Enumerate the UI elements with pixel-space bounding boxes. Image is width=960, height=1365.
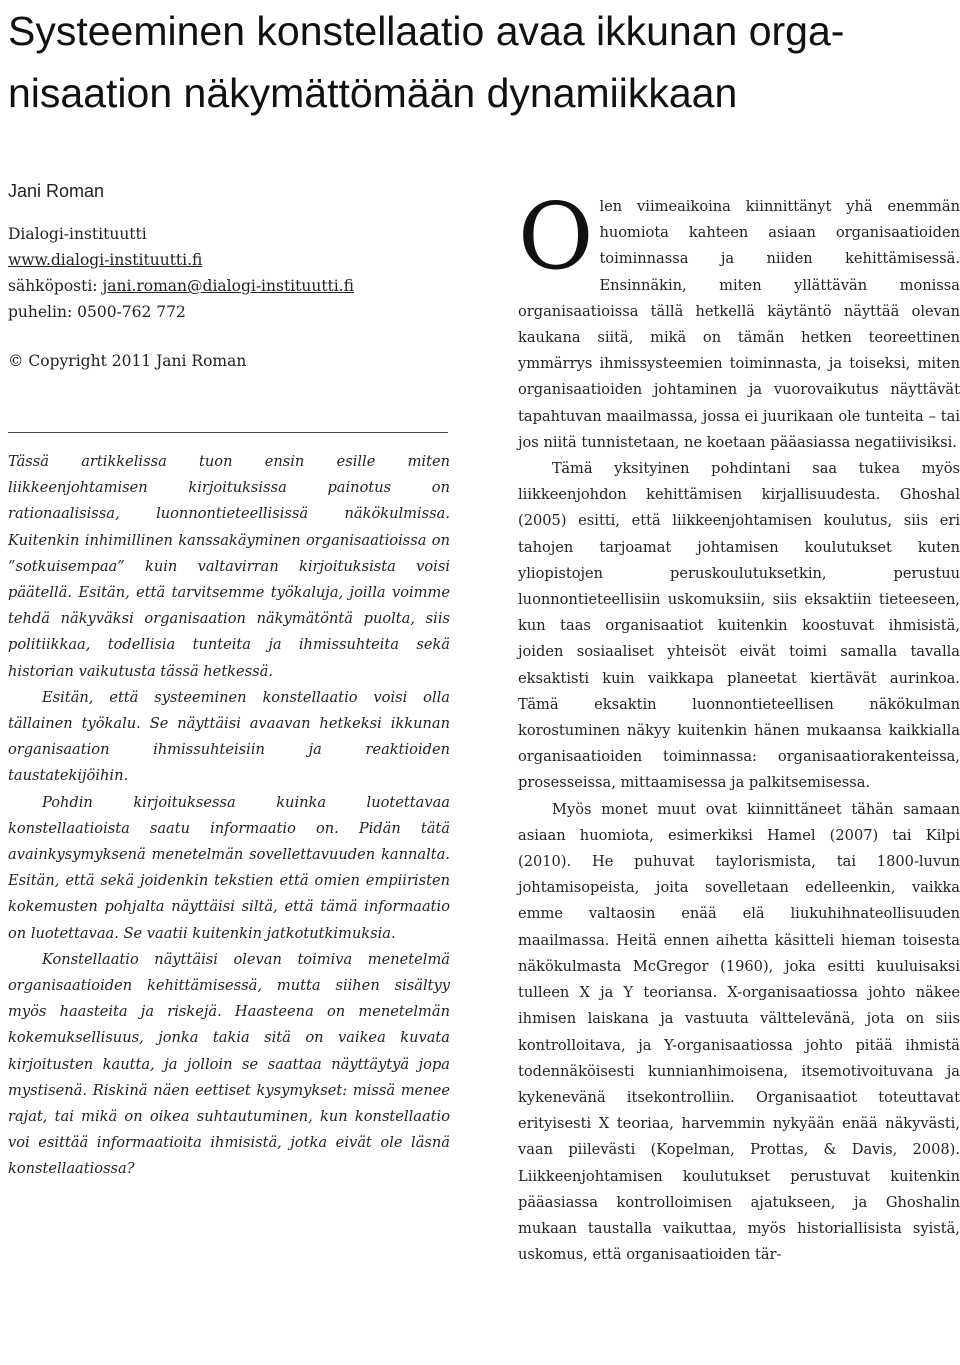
phone-line: puhelin: 0500-762 772: [8, 303, 186, 321]
section-divider: [8, 432, 448, 433]
body-paragraph-1-text: len viimeaikoina kiinnittänyt yhä enemmän huomiota kahteen asiaan organisaatioiden toiminnassa ja niiden kehittämisessä. Ensinnäkin, miten yllättävän monissa organisaatioissa tällä hetkellä käytäntö näyttää olevan kaukana siitä, mikä on tämän hetken teoreettinen ymmärrys ihmissysteemien toiminnasta, ja toiseksi, miten organisaatioiden johtaminen ja vuorovaikutus näyttävät tapahtuvan maailmassa, jossa ei juurikaan ole tunteita – tai jos niitä tunnistetaan, ne koetaan pääasiassa negatiivisiksi.: [518, 198, 960, 451]
page-title-line-1: Systeeminen konstellaatio avaa ikkunan orga-: [8, 8, 845, 54]
email-label: sähköposti:: [8, 277, 103, 295]
body-paragraph-1: [518, 183, 960, 456]
abstract-paragraph-1: Tässä artikkelissa tuon ensin esille miten liikkeenjohtamisen kirjoituksissa painotus on rationaalisissa, luonnontieteellisissä näkökulmissa. Kuitenkin inhimillinen kanssakäyminen organisaatioissa on ”sotkuisempaa” kuin valtavirran kirjoituksista voisi päätellä. Esitän, että tarvitsemme työkaluja, joilla voimme tehdä näkyväksi organisaation näkymätöntä puolta, siis politiikkaa, todellisia tunteita ja ihmissuhteita sekä historian vaikutusta tässä hetkessä.: [8, 453, 450, 680]
author-organization: Dialogi-instituutti: [8, 225, 147, 243]
copyright-notice: © Copyright 2011 Jani Roman: [8, 352, 247, 370]
email-link[interactable]: jani.roman@dialogi-instituutti.fi: [102, 277, 355, 295]
page-title: [8, 0, 953, 124]
email-line: [8, 273, 448, 299]
abstract-paragraph-2: Esitän, että systeeminen konstellaatio voisi olla tällainen työkalu. Se näyttäisi avaavan hetkeksi ikkunan organisaation ihmissuhteisiin ja reaktioiden taustatekijöihin.: [8, 688, 450, 785]
abstract-paragraph-4: Konstellaatio näyttäisi olevan toimiva menetelmä organisaatioiden kehittämisessä, mutta siihen sisältyy myös haasteita ja riskejä. Haasteena on menetelmän kokemuksellisuus, jonka takia sitä on vaikea kuvata kirjoitusten kautta, ja jolloin se saattaa näyttäytyä jopa mystisenä. Riskinä näen eettiset kysymykset: missä menee rajat, tai mikä on oikea suhtautuminen, kun konstellaatio voi esittää informaatioita ihmisistä, jotka eivät ole läsnä konstellaatiossa?: [8, 950, 450, 1178]
abstract-paragraph-3: Pohdin kirjoituksessa kuinka luotettavaa konstellaatioista saatu informaatio on. Pidän tätä avainkysymyksenä menetelmän sovellettavuuden kannalta. Esitän, että sekä joidenkin tekstien että omien empiiristen kokemusten pohjalta näyttäisi siltä, että tämä informaatio on luotettavaa. Se vaatii kuitenkin jatkotutkimuksia.: [8, 793, 450, 942]
abstract-column: [8, 449, 450, 1183]
body-paragraph-2: Tämä yksityinen pohdintani saa tukea myös liikkeenjohdon kehittämisen kirjallisuudesta. Ghoshal (2005) esitti, että liikkeenjohtamisen koulutus, siis eri tahojen tarjoamat johtamisen koulutukset kuten yliopistojen peruskoulutuksetkin, perustuu luonnontieteellisiin uskomuksiin, siis eksaktiin tieteeseen, kun taas organisaatiot kuitenkin koostuvat ihmisistä, joiden sosiaaliset yhteisöt eivät toimi samalla tavalla eksaktisti kuin vaikkapa planeetat kiertävät aurinkoa. Tämä eksaktin luonnontieteellisen näkökulman korostuminen näkyy kuitenkin hänen mukaansa kaikkialla organisaatioiden toiminnassa: organisaatiorakenteissa, prosesseissa, mittaamisessa ja palkitsemisessa.: [518, 460, 960, 792]
website-link[interactable]: www.dialogi-instituutti.fi: [8, 251, 203, 269]
page-title-line-2: nisaation näkymättömään dynamiikkaan: [8, 70, 738, 116]
author-name: Jani Roman: [8, 181, 105, 201]
author-info: [8, 178, 448, 374]
body-paragraph-3: Myös monet muut ovat kiinnittäneet tähän samaan asiaan huomiota, esimerkiksi Hamel (2007) tai Kilpi (2010). He puhuvat taylorismista, tai 1800-luvun johtamisopeista, joita sovelletaan edelleenkin, vaikka emme valtaosin enää elä liukuhihnateollisuuden maailmassa. Heitä ennen aihetta käsitteli hieman toisesta näkökulmasta McGregor (1960), joka esitti kuuluisaksi tulleen X ja Y teoriansa. X-organisaatiossa johto näkee ihmisen laiskana ja vastuuta välttelevänä, jota on siis kontrolloitava, ja Y-organisaatiossa johto pitää ihmistä todennäköisesti kunnianhimoisena, itsemotivoituvana ja kykenevänä itsekontrolliin. Organisaatiot toteuttavat erityisesti X teoriaa, harvemmin nykyään enää näkyvästi, vaan piilevästi (Kopelman, Prottas, & Davis, 2008). Liikkeenjohtamisen koulutukset perustuvat kuitenkin pääasiassa kontrolloimisen ajatukseen, ja Ghoshalin mukaan taustalla vaikuttaa, myös historiallisista syistä, uskomus, että organisaatioiden tär-: [518, 800, 960, 1264]
drop-cap: O: [518, 183, 594, 290]
body-column: [518, 183, 960, 1268]
